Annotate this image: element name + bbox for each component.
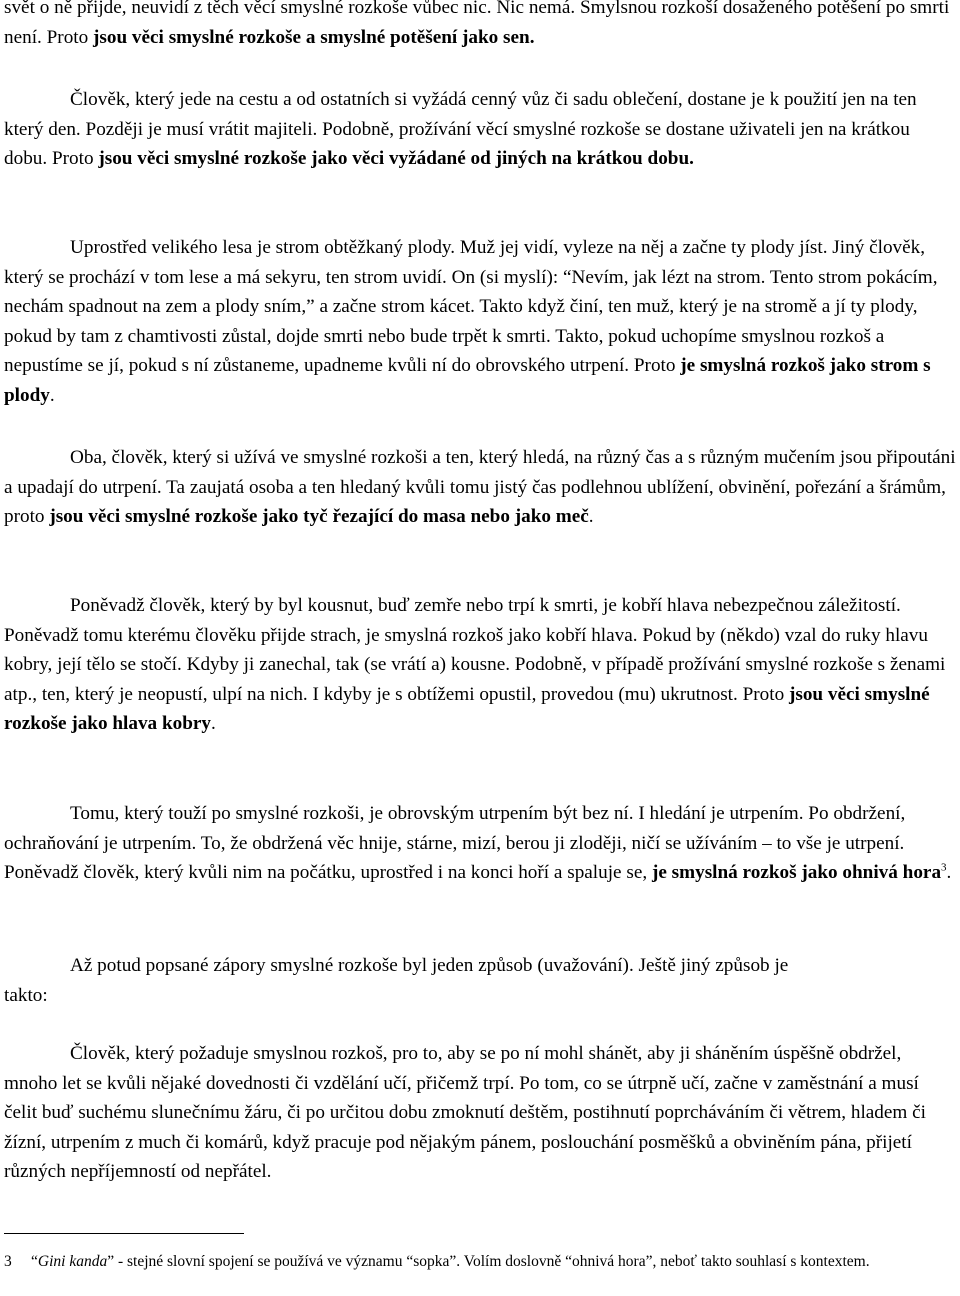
paragraph-strom-s-plody: Uprostřed velikého lesa je strom obtěžkaný plody. Muž jej vidí, vyleze na něj a začne ty plody jíst. Jiný člověk, který se prochází v tom lese a má sekyru, ten strom uvidí. On (si myslí): “Nevím, jak lézt na strom. Tento strom pokácím, nechám spadnout na zem a plody sním,” a začne strom kácet. Takto když činí, ten muž, který je na stromě a jí ty plody, pokud by tam z chamtivosti zůstal, dojde smrti nebo bude trpět k smrti. Takto, pokud uchopíme smyslnou rozkoš a nepustíme se jí, pokud s ní zůstaneme, upadneme kvůli ní do obrovského utrpení. Proto je smyslná rozkoš jako strom s plody. (4, 237, 938, 406)
paragraph-sen-emphasis: jsou věci smyslné rozkoše a smyslné potěšení jako sen. (93, 26, 535, 48)
paragraph-dalsi-zpusob: Až potud popsané zápory smyslné rozkoše byl jeden způsob (uvažování). Ještě jiný způsob je (70, 955, 789, 976)
paragraph-ohniva-hora-emphasis: je smyslná rozkoš jako ohnivá hora (651, 862, 942, 884)
paragraph-kobri-hlava: Poněvadž člověk, který by byl kousnut, buď zemře nebo trpí k smrti, je kobří hlava nebezpečnou záležitostí. Poněvadž tomu kterému člověku přijde strach, je smyslná rozkoš jako kobří hlava. Pokud by (někdo) vzal do ruky hlavu kobry, její tělo se stočí. Kdyby ji zanechal, tak (se vrátí a) kousne. Podobně, v případě prožívání smyslné rozkoše s ženami atp., ten, který je neopustí, ulpí na nich. I kdyby je s obtížemi opustil, provedou (mu) ukrutnost. Proto jsou věci smyslné rozkoše jako hlava kobry. (4, 595, 946, 735)
paragraph-kobri-hlava-emphasis: jsou věci smyslné rozkoše jako hlava kobry (4, 683, 930, 735)
footnote-number: 3 (4, 1253, 12, 1270)
paragraph-vyzadane-veci-emphasis: jsou věci smyslné rozkoše jako věci vyžádané od jiných na krátkou dobu (98, 148, 690, 170)
footnote-text: “Gini kanda” - stejné slovní spojení se používá ve významu “sopka”. Volím doslovně “ohnivá hora”, neboť takto souhlasí s kontextem. (31, 1253, 870, 1270)
paragraph-vyzadane-veci: Člověk, který jede na cestu a od ostatních si vyžádá cenný vůz či sadu oblečení, dostane je k použití jen na ten který den. Později je musí vrátit majiteli. Podobně, prožívání věcí smyslné rozkoše se dostane uživateli jen na krátkou dobu. Proto jsou věci smyslné rozkoše jako věci vyžádané od jiných na krátkou dobu. (4, 89, 917, 170)
paragraph-ohniva-hora: Tomu, který touží po smyslné rozkoši, je obrovským utrpením být bez ní. I hledání je utrpením. Po obdržení, ochraňování je utrpením. To, že obdržená věc hnije, stárne, mizí, berou ji zloději, ničí se užíváním – to vše je utrpení. Poněvadž člověk, který kvůli nim na počátku, uprostřed i na konci hoří a spaluje se, je smyslná rozkoš jako ohnivá hora$^3$. (4, 803, 952, 884)
paragraph-tyc-nebo-mec: Oba, člověk, který si užívá ve smyslné rozkoši a ten, který hledá, na různý čas a s různým mučením jsou připoutáni a upadají do utrpení. Ta zaujatá osoba a ten hledaný kvůli tomu jistý čas podlehnou ublížení, obvinění, pořezání a šrámům, proto jsou věci smyslné rozkoše jako tyč řezající do masa nebo jako meč. (4, 447, 956, 528)
footnote-separator (4, 1233, 244, 1234)
paragraph-sen: svět o ně přijde, neuvidí z těch věcí smyslné rozkoše vůbec nic. Nic nemá. Smylsnou rozkoší dosaženého potěšení po smrti není. Proto jsou věci smyslné rozkoše a smyslné potěšení jako sen. (4, 0, 950, 48)
footnote-3 (4, 1251, 956, 1273)
paragraph-dalsi-zpusob-label: takto: (4, 985, 48, 1006)
paragraph-tyc-nebo-mec-emphasis: jsou věci smyslné rozkoše jako tyč řezající do masa nebo jako meč (49, 506, 589, 528)
paragraph-strom-s-plody-emphasis: je smyslná rozkoš jako strom s plody (4, 355, 931, 406)
paragraph-ziskavani-rozkose: Člověk, který požaduje smyslnou rozkoš, pro to, aby se po ní mohl shánět, aby ji sháněním úspěšně obdržel, mnoho let se kvůli nějaké dovednosti či vzdělání učí, přičemž trpí. Po tom, co se útrpně učí, začne v zaměstnání a musí čelit buď suchému slunečnímu žáru, či po určitou dobu zmoknutí deštěm, postihnutí poprcháváním či větrem, hladem či žízní, utrpením z much či komárů, když pracuje pod nějakým pánem, poslouchání posměšků a obviněním pána, přijetí různých nepříjemností od nepřátel. (4, 1043, 926, 1183)
footnote-reference-3[interactable]: 3 (941, 861, 947, 874)
footnote-term: Gini kanda (37, 1253, 108, 1270)
